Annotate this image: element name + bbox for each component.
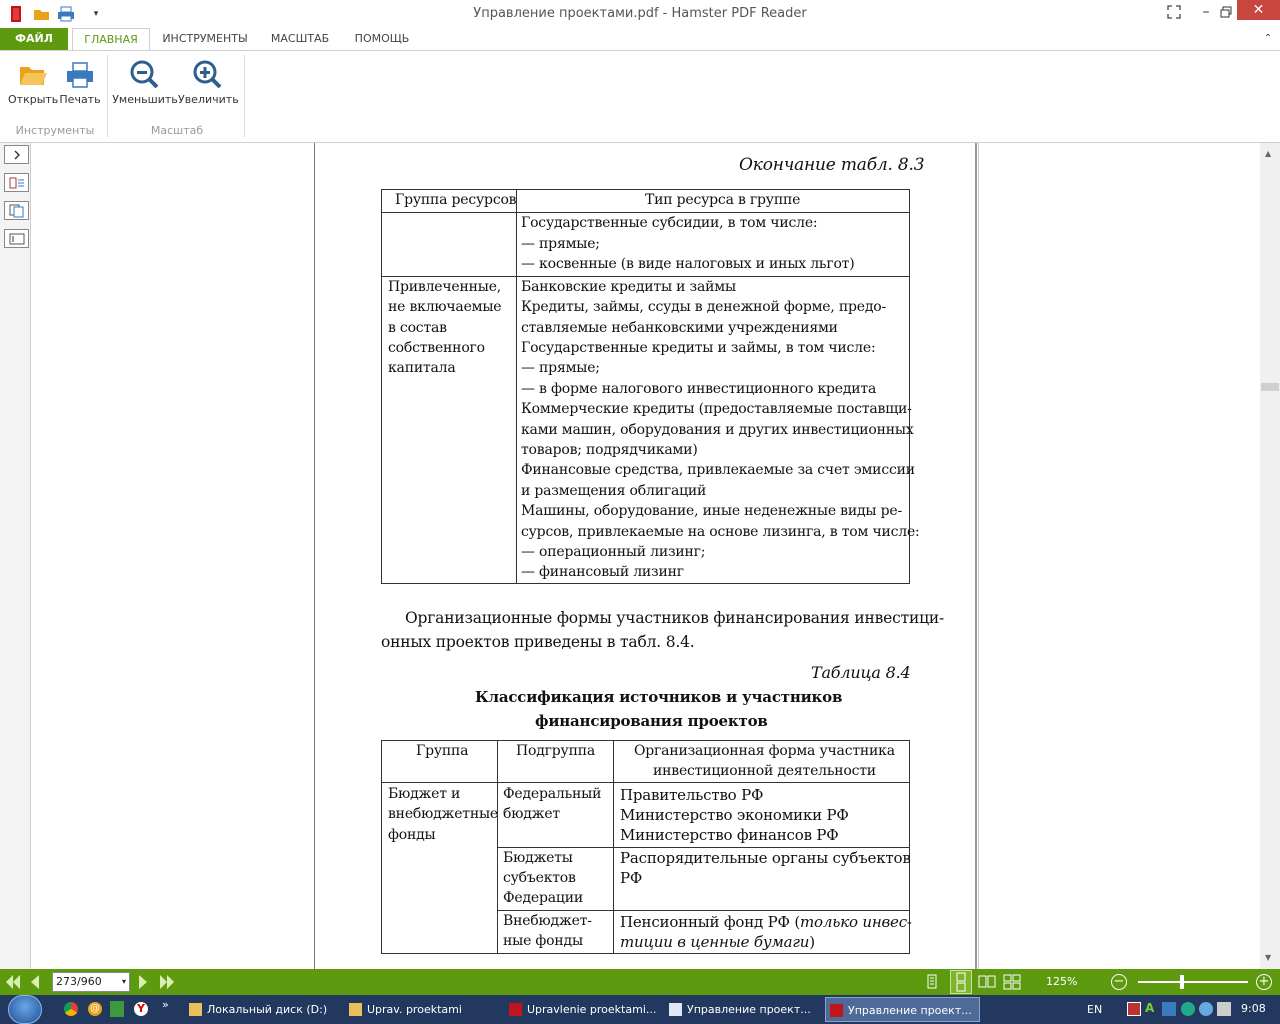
- t2-subgroup-cell: бюджет: [503, 806, 560, 822]
- print-label: Печать: [59, 93, 101, 106]
- thumbnails-icon[interactable]: [4, 173, 29, 192]
- document-icon: [669, 1003, 682, 1016]
- status-bar: [0, 969, 1280, 995]
- prev-page-icon[interactable]: [28, 973, 42, 994]
- t1-cell: Банковские кредиты и займы: [521, 279, 736, 295]
- t1-cell: товаров; подрядчиками): [521, 442, 698, 458]
- t2-subgroup-cell: Внебюджет-: [503, 913, 592, 929]
- t2-org-cell: Распорядительные органы субъектов: [620, 849, 911, 867]
- task-label: Управление проект...: [687, 1003, 811, 1016]
- t1-group-cell: в состав: [388, 320, 447, 336]
- continuous-view-icon[interactable]: [950, 970, 972, 994]
- paragraph-line: онных проектов приведены в табл. 8.4.: [381, 633, 695, 651]
- table-line: [381, 189, 382, 584]
- mail-icon[interactable]: @: [90, 1003, 100, 1014]
- task-label: Управление проект...: [848, 1004, 972, 1017]
- table-continuation-caption: Окончание табл. 8.3: [739, 155, 925, 175]
- clock[interactable]: 9:08: [1241, 1002, 1266, 1015]
- page-number-value: 273/960: [56, 975, 102, 988]
- zoom-minus-icon[interactable]: −: [1111, 974, 1127, 990]
- table-line: [381, 276, 910, 277]
- task-uprav-folder[interactable]: [345, 997, 500, 1022]
- t1-cell: — косвенные (в виде налоговых и иных льгот): [521, 256, 855, 272]
- two-page-continuous-icon[interactable]: [1003, 974, 1021, 993]
- zoom-in-label: Увеличить: [178, 93, 239, 106]
- t2-header: Организационная форма участника: [634, 743, 895, 759]
- tray-network-icon[interactable]: [1199, 1002, 1213, 1016]
- table-line: [381, 782, 910, 783]
- table-line: [613, 740, 614, 954]
- tray-a-icon[interactable]: A: [1145, 1001, 1155, 1015]
- page-right-edge: [975, 143, 977, 969]
- folder-open-icon: [8, 57, 58, 93]
- t2-org-text: Пенсионный фонд РФ (: [620, 913, 801, 931]
- t1-cell: и размещения облигаций: [521, 483, 707, 499]
- print-button[interactable]: [58, 57, 102, 106]
- collapse-ribbon-icon[interactable]: ⌃: [1263, 33, 1273, 44]
- t2-header: Группа: [416, 743, 469, 759]
- t1-cell: Коммерческие кредиты (предоставляемые поставщи-: [521, 401, 912, 417]
- task-pdf-doc[interactable]: [505, 997, 660, 1022]
- table-line: [497, 847, 910, 848]
- t1-cell: — прямые;: [521, 236, 600, 252]
- t2-subgroup-cell: Федерации: [503, 890, 583, 906]
- t1-cell: Государственные кредиты и займы, в том числе:: [521, 340, 876, 356]
- last-page-icon[interactable]: [158, 973, 176, 994]
- table-line: [381, 212, 910, 213]
- tab-help[interactable]: ПОМОЩЬ: [354, 32, 410, 45]
- t2-subgroup-cell: Федеральный: [503, 786, 602, 802]
- next-page-icon[interactable]: [136, 973, 150, 994]
- t1-cell: Кредиты, займы, ссуды в денежной форме, предо-: [521, 299, 887, 315]
- task-hamster-reader[interactable]: [825, 997, 980, 1022]
- vertical-scrollbar[interactable]: [1260, 143, 1280, 969]
- zoom-out-button[interactable]: [112, 57, 178, 106]
- t2-org-cell: Министерство экономики РФ: [620, 806, 849, 824]
- t2-group-cell: внебюджетные: [388, 806, 499, 822]
- bookmarks-icon[interactable]: [4, 229, 29, 248]
- page-shadow: [978, 143, 979, 969]
- table-line: [381, 189, 910, 190]
- start-button[interactable]: [8, 995, 42, 1024]
- t2-org-cell: РФ: [620, 869, 643, 887]
- two-page-view-icon[interactable]: [978, 974, 996, 993]
- open-button[interactable]: [8, 57, 58, 106]
- page-number-input[interactable]: [52, 972, 130, 992]
- t1-cell: ставляемые небанковскими учреждениями: [521, 320, 838, 336]
- t1-cell: ками машин, оборудования и других инвестиционных: [521, 422, 914, 438]
- tray-app-icon[interactable]: [1162, 1002, 1176, 1016]
- t1-group-cell: не включаемые: [388, 299, 502, 315]
- open-label: Открыть: [8, 93, 59, 106]
- page-dropdown-icon[interactable]: ▾: [121, 977, 126, 986]
- t2-org-cell: Министерство финансов РФ: [620, 826, 839, 844]
- t2-header: инвестиционной деятельности: [653, 763, 876, 779]
- pdf-reader-icon: [830, 1004, 843, 1017]
- table-title: Классификация источников и участников: [475, 688, 843, 706]
- t1-group-cell: капитала: [388, 360, 456, 376]
- table-line: [497, 740, 498, 954]
- t1-group-cell: Привлеченные,: [388, 279, 502, 295]
- t1-cell: Государственные субсидии, в том числе:: [521, 215, 818, 231]
- group-scale-label: Масштаб: [150, 124, 204, 137]
- t2-org-cell: [620, 933, 815, 951]
- ribbon-tabs: [0, 28, 1280, 50]
- table-line: [381, 740, 382, 954]
- task-word-doc[interactable]: [665, 997, 820, 1022]
- t2-org-text-italic: тиции в ценные бумаги: [620, 933, 810, 951]
- scroll-down-icon[interactable]: ▼: [1265, 953, 1272, 962]
- zoom-slider-thumb[interactable]: [1180, 975, 1184, 989]
- title-bar: [0, 0, 1280, 28]
- scroll-up-icon[interactable]: ▲: [1265, 149, 1272, 158]
- maximize-button[interactable]: [1214, 0, 1238, 24]
- t2-subgroup-cell: субъектов: [503, 870, 576, 886]
- printer-icon: [58, 57, 102, 93]
- group-tools-label: Инструменты: [15, 124, 95, 137]
- t2-header: Подгруппа: [516, 743, 596, 759]
- pdf-page: [315, 143, 975, 969]
- t1-cell: — финансовый лизинг: [521, 564, 684, 580]
- t1-cell: Машины, оборудование, иные неденежные виды ре-: [521, 503, 902, 519]
- window-title: Управление проектами.pdf - Hamster PDF Reader: [473, 6, 807, 21]
- task-label: Uprav. proektami: [367, 1003, 462, 1016]
- side-panel: [0, 143, 31, 969]
- ribbon-separator: [244, 55, 245, 137]
- language-indicator[interactable]: EN: [1087, 1003, 1103, 1016]
- zoom-level: 125%: [1046, 975, 1078, 988]
- tab-home[interactable]: ГЛАВНАЯ: [72, 28, 150, 50]
- yandex-icon[interactable]: Y: [134, 1002, 148, 1016]
- quick-access-dropdown-icon[interactable]: ▾: [93, 9, 99, 19]
- t1-cell: — прямые;: [521, 360, 600, 376]
- zoom-in-icon: [178, 57, 238, 93]
- t2-org-text: ): [809, 933, 815, 951]
- zoom-plus-icon[interactable]: +: [1256, 974, 1272, 990]
- t1-header-group: Группа ресурсов: [395, 192, 517, 208]
- table-line: [381, 583, 910, 584]
- task-label: Upravlenie proektami...: [527, 1003, 657, 1016]
- pdf-icon: [509, 1003, 522, 1016]
- fullscreen-icon[interactable]: [1160, 0, 1188, 24]
- t2-org-text-italic: только инвес-: [800, 913, 912, 931]
- pages-icon[interactable]: [4, 201, 29, 220]
- zoom-slider[interactable]: [1138, 981, 1248, 983]
- t2-subgroup-cell: Бюджеты: [503, 850, 573, 866]
- table-label: Таблица 8.4: [811, 663, 911, 682]
- t2-group-cell: фонды: [388, 827, 436, 843]
- paragraph-line: Организационные формы участников финансирования инвестици-: [405, 609, 945, 627]
- t1-group-cell: собственного: [388, 340, 485, 356]
- table-title: финансирования проектов: [535, 712, 768, 730]
- table-line: [516, 189, 517, 584]
- t1-cell: — в форме налогового инвестиционного кредита: [521, 381, 877, 397]
- ribbon: [0, 50, 1280, 143]
- table-line: [381, 740, 910, 741]
- zoom-out-label: Уменьшить: [112, 93, 178, 106]
- flag-icon[interactable]: [1127, 1002, 1141, 1016]
- chrome-icon[interactable]: [64, 1002, 78, 1016]
- folder-icon: [189, 1003, 202, 1016]
- expand-panel-icon[interactable]: [4, 145, 29, 164]
- first-page-icon[interactable]: [4, 973, 22, 994]
- t1-header-type: Тип ресурса в группе: [645, 192, 801, 208]
- t1-cell: сурсов, привлекаемые на основе лизинга, в том числе:: [521, 524, 920, 540]
- t1-cell: — операционный лизинг;: [521, 544, 706, 560]
- minimize-button[interactable]: –: [1202, 4, 1210, 20]
- table-line: [497, 910, 910, 911]
- volume-icon[interactable]: [1217, 1002, 1231, 1016]
- t2-org-cell: [620, 913, 912, 931]
- t2-org-cell: Правительство РФ: [620, 786, 764, 804]
- scroll-thumb[interactable]: [1261, 383, 1279, 391]
- tab-tools[interactable]: ИНСТРУМЕНТЫ: [162, 32, 248, 45]
- tab-file[interactable]: ФАЙЛ: [0, 28, 68, 50]
- task-label: Локальный диск (D:): [207, 1003, 328, 1016]
- more-icon[interactable]: »: [162, 998, 169, 1011]
- zoom-in-button[interactable]: [178, 57, 238, 106]
- close-button[interactable]: ✕: [1237, 0, 1280, 20]
- zoom-out-icon: [112, 57, 178, 93]
- task-local-disk[interactable]: [185, 997, 340, 1022]
- single-page-view-icon[interactable]: [926, 974, 938, 993]
- taskbar: [0, 995, 1280, 1024]
- t2-subgroup-cell: ные фонды: [503, 933, 583, 949]
- t1-cell: Финансовые средства, привлекаемые за счет эмиссии: [521, 462, 915, 478]
- folder-icon: [349, 1003, 362, 1016]
- tray-sync-icon[interactable]: [1181, 1002, 1195, 1016]
- tab-scale[interactable]: МАСШТАБ: [270, 32, 330, 45]
- app-pin-icon[interactable]: [110, 1001, 124, 1017]
- table-line: [381, 953, 910, 954]
- t2-group-cell: Бюджет и: [388, 786, 461, 802]
